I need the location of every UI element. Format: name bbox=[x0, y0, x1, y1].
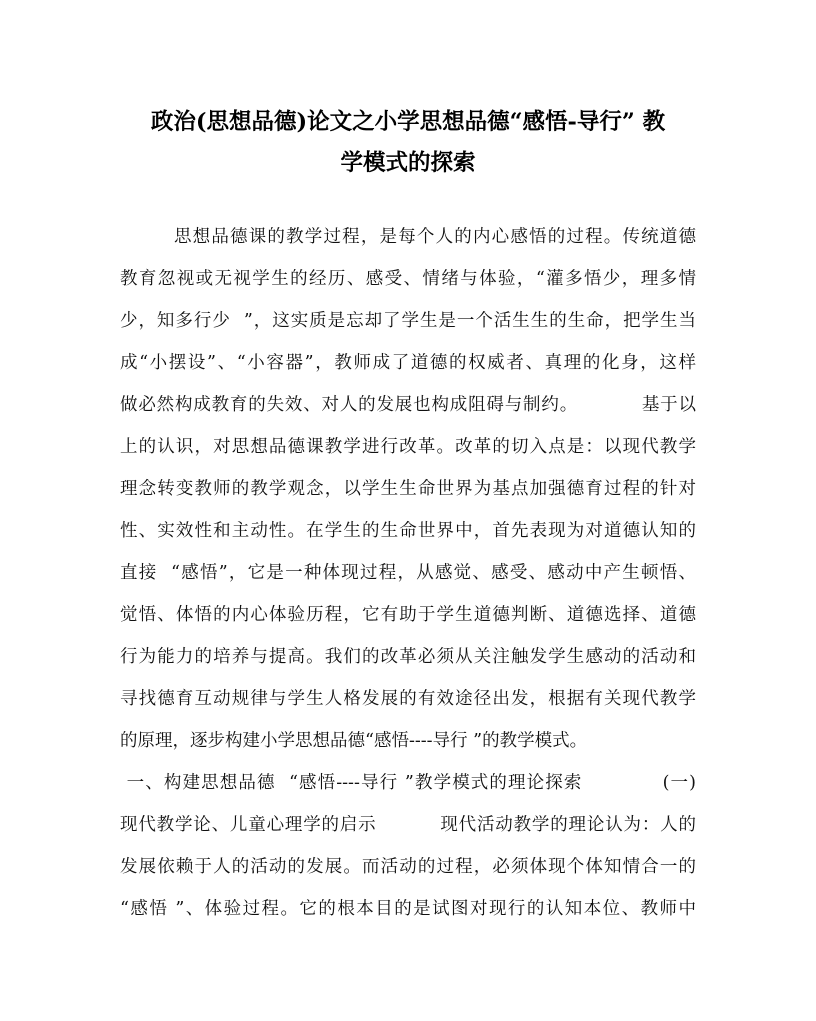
body-line-9: 直接 “感悟”，它是一种体现过程，从感觉、感受、感动中产生顿悟、 bbox=[120, 563, 696, 583]
body-line-11: 行为能力的培养与提高。我们的改革必须从关注触发学生感动的活动和 bbox=[120, 647, 696, 667]
body-line-2: 教育忽视或无视学生的经历、感受、情绪与体验，“灌多悟少，理多情 bbox=[120, 269, 696, 289]
body-line-8: 性、实效性和主动性。在学生的生命世界中，首先表现为对道德认知的 bbox=[120, 521, 696, 541]
body-line-5: 做必然构成教育的失效、对人的发展也构成阻碍与制约。 基于以 bbox=[120, 395, 696, 415]
body-line-7: 理念转变教师的教学观念，以学生生命世界为基点加强德育过程的针对 bbox=[120, 479, 696, 499]
body-line-3: 少，知多行少 ”，这实质是忘却了学生是一个活生生的生命，把学生当 bbox=[120, 311, 696, 331]
body-line-15: 现代教学论、儿童心理学的启示 现代活动教学的理论认为：人的 bbox=[120, 815, 696, 835]
body-line-17: “感悟 ”、体验过程。它的根本目的是试图对现行的认知本位、教师中 bbox=[120, 899, 696, 919]
body-line-1: 思想品德课的教学过程，是每个人的内心感悟的过程。传统道德 bbox=[120, 227, 696, 247]
body-line-13: 的原理，逐步构建小学思想品德“感悟----导行 ”的教学模式。 bbox=[120, 731, 588, 751]
body-line-4: 成“小摆设”、“小容器”，教师成了道德的权威者、真理的化身，这样 bbox=[120, 353, 696, 373]
body-line-12: 寻找德育互动规律与学生人格发展的有效途径出发，根据有关现代教学 bbox=[120, 689, 696, 709]
document-title-line-1: 政治(思想品德)论文之小学思想品德“感悟-导行” 教 bbox=[150, 109, 666, 135]
document-title-line-2: 学模式的探索 bbox=[340, 150, 476, 176]
body-line-6: 上的认识，对思想品德课教学进行改革。改革的切入点是：以现代教学 bbox=[120, 437, 696, 457]
section-heading-line: 一、构建思想品德 “感悟----导行 ”教学模式的理论探索 (一) bbox=[120, 773, 696, 793]
body-line-10: 觉悟、体悟的内心体验历程，它有助于学生道德判断、道德选择、道德 bbox=[120, 605, 696, 625]
body-line-16: 发展依赖于人的活动的发展。而活动的过程，必须体现个体知情合一的 bbox=[120, 857, 696, 877]
